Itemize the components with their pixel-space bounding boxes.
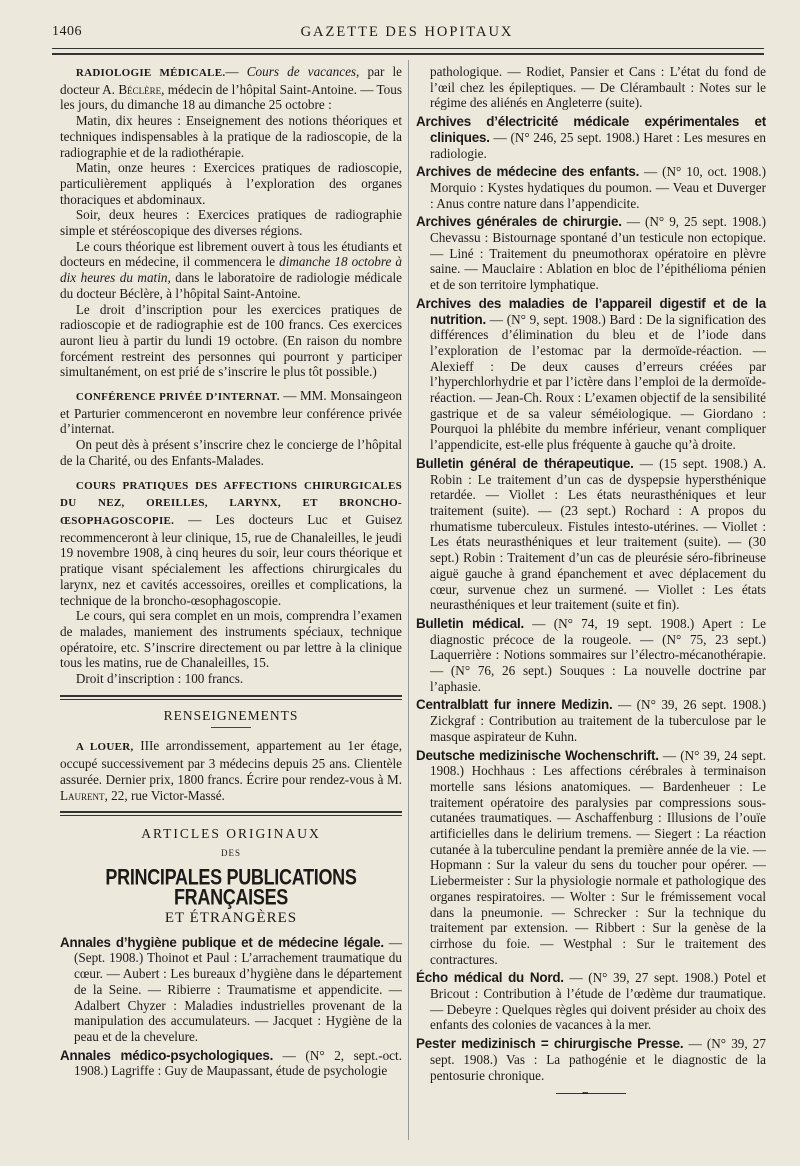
renseignements-heading: RENSEIGNEMENTS [163,707,299,723]
section-rule-2 [60,811,402,816]
journal-title: Archives des maladies de l’appareil digestif et de la nutrition. [416,295,766,327]
journal-entry [60,934,403,1045]
radiologie-p5c: dans le laboratoire de radiologie médicale du docteur Béclère, à l’hôpital Saint-Antoine. [60,270,402,301]
running-title: GAZETTE DES HOPITAUX [300,24,514,40]
cours-paragraph [60,477,402,609]
journal-contents: — (Sept. 1908.) Thoinot et Paul : L’arrachement traumatique du cœur. — Aubert : Les bureaux d’hygiène dans le département de la Seine. — Ribierre : Traumatisme et appendicite. — Adalbert Chyzer : Maladies industrielles provenant de la manipulation des accumulateurs. — Jacquet : Hygiène de la peau et de la chevelure. [74,934,403,1044]
short-rule [211,727,251,728]
a-louer-label: A LOUER, [75,741,134,754]
journal-contents: — (N° 246, 25 sept. 1908.) Haret : Les mesures en radiologie. [430,129,766,161]
radiologie-p3: Matin, onze heures : Exercices pratiques de radioscopie, particulièrement appliqués à l’exploration des organes thoraciques et abdominaux. [60,160,402,207]
radiologie-subtitle: Cours de vacances, [246,64,360,79]
cours-p3: Droit d’inscription : 100 francs. [75,671,244,687]
left-column [60,64,402,1079]
journal-title: Bulletin médical. [416,615,524,631]
radiologie-p2: Matin, dix heures : Enseignement des notions théoriques et techniques indispensables à la pratique de la radioscopie, de la radiographie et de la radiothérapie. [60,113,402,160]
renseignements-text: IIIe arrondissement, appartement au 1er étage, occupé successivement par 3 médecins depuis 25 ans. Clientèle assurée. Dernier prix, 1800 francs. Écrire pour rendez-vous à M. [60,738,403,787]
cours-p2: Le cours, qui sera complet en un mois, comprendra l’examen de malades, maniement des instruments spéciaux, technique opératoire, etc. S’inscrire directement ou par lettre à la clinique tous les matins, rue de Chanaleilles, 15. [60,608,402,671]
radiologie-p5a: Le cours théorique est librement ouvert à tous les étudiants et docteurs en médecine, il commencera le [60,238,402,270]
radiologie-title: RADIOLOGIE MÉDICALE. [75,67,226,79]
journal-title: Annales médico-psychologiques. [60,1047,274,1063]
page-number: 1406 [52,24,82,39]
journal-title: Archives générales de chirurgie. [416,214,622,230]
journal-title: Archives de médecine des enfants. [416,164,640,180]
journal-entry [416,697,766,744]
page-header [52,24,762,46]
renseignements-paragraph [60,738,402,803]
journal-contents: — (N° 39, 24 sept. 1908.) Hochhaus : Les affections cérébrales à terminaison mortelle sans lésions anatomiques. — Bardenheuer : Le traitement opératoire des paralysies par compressions sous-cutanées traumatiques. — Aschaffenburg : Illusions de l’ouïe artificielles dans le delirium tremens. — Siegert : La réaction cutanée à la tuberculine pendant la première année de la vie. — Hopmann : Sur la valeur du sens du toucher pour opérer. — Liebermeister : Sur la physiologie normale et pathologique des organes respiratoires. — Wolter : Sur le frémissement vocal dans la pneumonie. — Schrecker : Sur la technique du traitement par extension. — Ribbert : Sur la genèse de la cirrhose du foie. — Westphal : Sur le traitement des contractures. [430,747,766,967]
journal-entry [416,164,766,211]
publications-subtitle: ET ÉTRANGÈRES [164,910,298,927]
column-divider [408,60,409,1140]
radiologie-text: par le docteur A. [60,64,402,97]
journal-entry [60,1047,402,1079]
journal-entry [416,455,766,613]
journal-title: Bulletin général de thérapeutique. [416,455,634,471]
journal-contents: pathologique. — Rodiet, Pansier et Cans : L’état du fond de l’œil chez les épileptiques. — De Clérambault : Notes sur le régime des aliénés en Angleterre (suite). [430,64,766,111]
journal-entry [416,747,766,968]
journal-entry [416,214,766,293]
laurent-name: Laurent [60,787,105,803]
articles-heading: ARTICLES ORIGINAUX [141,826,321,842]
journal-title: Deutsche medizinische Wochenschrift. [416,747,659,763]
radiologie-text-2: , médecin de l’hôpital Saint-Antoine. — Tous les jours, du dimanche 18 au dimanche 25 octobre : [60,81,403,113]
articles-des: DES [220,847,241,858]
internat-paragraph [60,388,402,437]
right-column [416,64,766,1094]
header-rule [52,48,764,55]
journal-title: Écho médical du Nord. [416,970,564,986]
journal-entry [416,295,766,453]
journal-entry [416,970,767,1033]
journal-title: Centralblatt fur innere Medizin. [416,697,613,713]
journal-contents: — (N° 74, 19 sept. 1908.) Apert : Le diagnostic précoce de la rougeole. — (N° 75, 23 sept.) Laquerrière : Notions sommaires sur l’électro-mécanothérapie. — (N° 76, 26 sept.) Souques : La nouvelle doctrine par l’aphasie. [430,615,766,694]
journal-entry [416,615,766,695]
journal-contents: — (N° 39, 27 sept. 1908.) Potel et Bricout : Contribution à l’étude de l’œdème dur traumatique. — Debeyre : Quelques règles qui doivent présider au choix des enfants des colonies de vacances à la mer. [430,970,767,1033]
section-rule [60,695,402,700]
right-entries [416,64,766,1083]
journal-contents: — (N° 39, 27 sept. 1908.) Vas : La pathogénie et le diagnostic de la pentosurie chronique. [430,1036,766,1083]
internat-title: CONFÉRENCE PRIVÉE D’INTERNAT. [75,391,280,404]
cours-title: COURS PRATIQUES DES AFFECTIONS CHIRURGICALES DU NEZ, OREILLES, LARYNX, ET BRONCHO-ŒSOPHAGOSCOPIE. [60,479,402,527]
journal-contents: — (N° 9, sept. 1908.) Bard : De la signification des différences d’élimination du bleu et de l’iode dans l’exploration de l’estomac par la dermoïde-réaction. — Alexieff : De deux causes d’erreurs créées par l’hyperchlorhydrie et par l’ictère dans l’emploi de la dermoïde-réaction. — Jean-Ch. Roux : L’examen objectif de la sensibilité gastrique et de sa valeur séméiologique. — Giordano : Pourquoi la phlébite du membre inférieur, venant compliquer l’appendicite, est-elle plus fréquente à gauche qu’à droite. [430,311,766,453]
journal-contents: — (N° 39, 26 sept. 1908.) Zickgraf : Contribution au traitement de la tuberculose par le masque aspirateur de Kuhn. [430,697,766,744]
radiologie-paragraph: RADIOLOGIE MÉDICALE.— Cours de vacances, par le docteur A. Béclère, médecin de l’hôpital Saint-Antoine. — Tous les jours, du dimanche 18 au dimanche 25 octobre : [60,64,403,113]
beclere-name: Béclère [118,81,162,97]
internat-p2: On peut dès à présent s’inscrire chez le concierge de l’hôpital de la Charité, ou des Enfants-Malades. [60,437,402,468]
radiologie-p5b: dimanche 18 octobre à dix heures du matin, [60,254,402,286]
internat-text: — MM. Monsaingeon et Parturier commenceront en novembre leur conférence privée d’internat. [60,388,402,437]
journal-title: Archives d’électricité médicale expérimentales et cliniques. [416,114,766,145]
journal-contents: — (N° 2, sept.-oct. 1908.) Lagriffe : Guy de Maupassant, étude de psychologie [74,1047,402,1079]
journal-entry [430,64,766,111]
cours-text: — Les docteurs Luc et Guisez recommenceront à leur clinique, 15, rue de Chanaleilles, le jeudi 19 novembre 1908, à cinq heures du soir, leur cours théorique et pratique visant spécialement les affections chirurgicales du larynx, nez et cavités accessoires, oreilles et complications, la technique de la broncho-œsophagoscopie. [60,511,402,608]
journal-contents: — (15 sept. 1908.) A. Robin : Le traitement d’un cas de dyspepsie hypersthénique retardée. — Viollet : Les états neurasthéniques et leur traitement (suite). — (23 sept.) Rochard : A propos du rhumatisme tuberculeux. Fistules intesto-utérines. — Viollet : Les états neurasthéniques et leur traitement (suite). — (30 sept.) Robin : Traitement d’un cas de pleurésie séro-fibrineuse aiguë gauche à grand épanchement et avec déplacement du cœur, survenue chez un surmené. — Viollet : Les états neurasthéniques et leur traitement (suite et fin). [430,455,766,613]
journal-entry [416,114,766,161]
radiologie-p4: Soir, deux heures : Exercices pratiques de radiographie simple et stéréoscopique des diverses régions. [60,207,402,239]
end-ornament [556,1093,626,1094]
left-entries [60,935,402,1079]
journal-title: Annales d’hygiène publique et de médecine légale. [60,934,384,950]
renseignements-text-2: , 22, rue Victor-Massé. [104,787,225,803]
journal-contents: — (N° 9, 25 sept. 1908.) Chevassu : Bistournage spontané d’un testicule non ectopique. — Liné : Traitement du pneumothorax opératoire en plèvre saine. — Mauclaire : Ablation en bloc de l’épithélioma pénien et de son territoire lymphatique. [430,214,766,293]
journal-contents: — (N° 10, oct. 1908.) Morquio : Kystes hydatiques du poumon. — Veau et Duverger : Anus contre nature dans l’appendicite. [430,164,766,211]
publications-title: PRINCIPALES PUBLICATIONS FRANÇAISES [105,863,357,909]
radiologie-p5 [60,239,402,302]
journal-entry [416,1036,766,1083]
radiologie-p6: Le droit d’inscription pour les exercices pratiques de radioscopie et de radiographie est de 100 francs. Ces exercices auront lieu à partir du lundi 19 octobre. (En raison du nombre forcément restreint des personnes qui pourront y participer simultanément, on est prié de s’inscrire le plus tôt possible.) [60,301,402,380]
journal-title: Pester medizinisch = chirurgische Presse. [416,1036,684,1052]
